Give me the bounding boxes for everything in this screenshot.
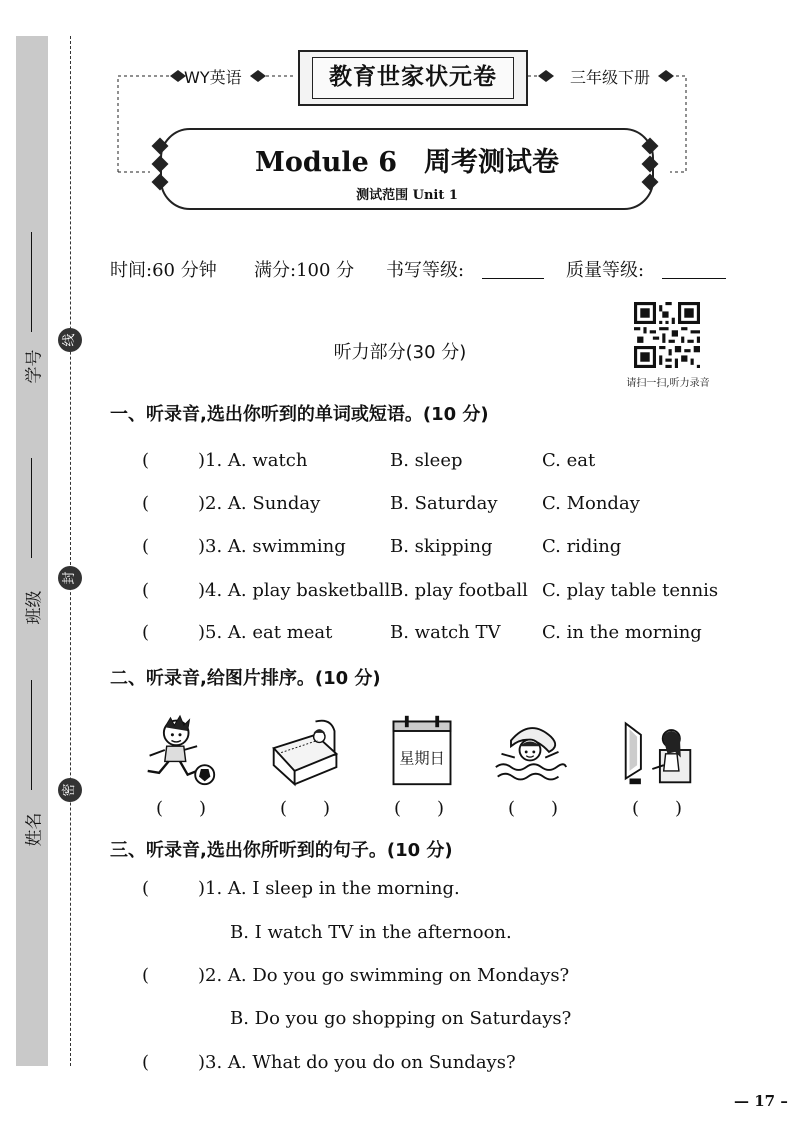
time-info: 时间:60 分钟 (110, 260, 217, 281)
s1-q5-option-c: C. in the morning (542, 622, 702, 643)
answer-paren-open: ( (142, 1052, 150, 1073)
s1-q5-option-a: )5. A. eat meat (198, 622, 333, 643)
module-title: Module 6 周考测试卷 (254, 147, 560, 178)
series-title: 教育世家状元卷 (312, 57, 514, 99)
s1-q4-option-a: )4. A. play basketball (198, 580, 391, 601)
s1-q3-option-b: B. skipping (390, 536, 493, 557)
s1-q1-option-b: B. sleep (390, 450, 463, 471)
calendar-day-text: 星期日 (399, 749, 445, 768)
s1-q3-option-a: )3. A. swimming (198, 536, 346, 557)
qr-code-icon[interactable] (634, 302, 700, 368)
s1-q4-option-c: C. play table tennis (542, 580, 719, 601)
student-no-line (31, 232, 32, 332)
s1-q3-option-c: C. riding (542, 536, 622, 557)
s1-q5-option-b: B. watch TV (390, 622, 501, 643)
girl-watching-tv-icon (620, 712, 696, 788)
series-title-scroll (298, 50, 528, 106)
s3-q1-option-a: )1. A. I sleep in the morning. (198, 878, 460, 899)
answer-paren-open: ( (142, 622, 150, 643)
calendar-icon (384, 712, 460, 788)
s1-q4-option-b: B. play football (390, 580, 528, 601)
s3-q3-option-a: )3. A. What do you do on Sundays? (198, 1052, 516, 1073)
seal-mark-line: 线 (58, 328, 82, 352)
seal-mark-seal: 封 (58, 566, 82, 590)
test-scope: 测试范围 Unit 1 (356, 188, 458, 203)
writing-grade-blank[interactable] (482, 278, 544, 279)
s1-q2-option-a: )2. A. Sunday (198, 493, 321, 514)
section-1-title: 一、听录音,选出你听到的单词或短语。(10 分) (110, 404, 489, 425)
s3-q2-option-a: )2. A. Do you go swimming on Mondays? (198, 965, 570, 986)
listening-title: 听力部分(30 分) (333, 342, 467, 363)
sleeping-in-bed-icon (268, 712, 344, 788)
s1-q2-option-c: C. Monday (542, 493, 640, 514)
pic-4-answer-paren[interactable]: ( ) (508, 798, 559, 819)
s1-q1-option-c: C. eat (542, 450, 596, 471)
quality-grade-label: 质量等级: (566, 260, 645, 281)
page-number: — 17 – (734, 1092, 788, 1110)
swimming-boy-icon (492, 712, 568, 788)
answer-paren-open: ( (142, 536, 150, 557)
grade-tag: 三年级下册 (570, 68, 651, 87)
subject-tag: WY英语 (184, 68, 242, 87)
answer-paren-open: ( (142, 450, 150, 471)
class-line (31, 458, 32, 558)
quality-grade-blank[interactable] (662, 278, 726, 279)
answer-paren-open: ( (142, 493, 150, 514)
pic-5-answer-paren[interactable]: ( ) (632, 798, 683, 819)
boy-playing-football-icon (142, 712, 218, 788)
qr-caption: 请扫一扫,听力录音 (626, 378, 710, 389)
cut-line (70, 36, 71, 1066)
full-score-info: 满分:100 分 (254, 260, 355, 281)
answer-paren-open: ( (142, 965, 150, 986)
writing-grade-label: 书写等级: (386, 260, 465, 281)
pic-1-answer-paren[interactable]: ( ) (156, 798, 207, 819)
name-line (31, 680, 32, 790)
s3-q2-option-b: B. Do you go shopping on Saturdays? (230, 1008, 572, 1029)
pic-3-answer-paren[interactable]: ( ) (394, 798, 445, 819)
seal-mark-secret: 密 (58, 778, 82, 802)
s1-q2-option-b: B. Saturday (390, 493, 498, 514)
name-label: 姓名 (24, 812, 45, 847)
student-no-label: 学号 (24, 349, 45, 384)
s3-q1-option-b: B. I watch TV in the afternoon. (230, 922, 512, 943)
class-label: 班级 (24, 590, 45, 625)
s1-q1-option-a: )1. A. watch (198, 450, 308, 471)
section-2-title: 二、听录音,给图片排序。(10 分) (110, 668, 381, 689)
pic-2-answer-paren[interactable]: ( ) (280, 798, 331, 819)
section-3-title: 三、听录音,选出你所听到的句子。(10 分) (110, 840, 453, 861)
answer-paren-open: ( (142, 878, 150, 899)
answer-paren-open: ( (142, 580, 150, 601)
